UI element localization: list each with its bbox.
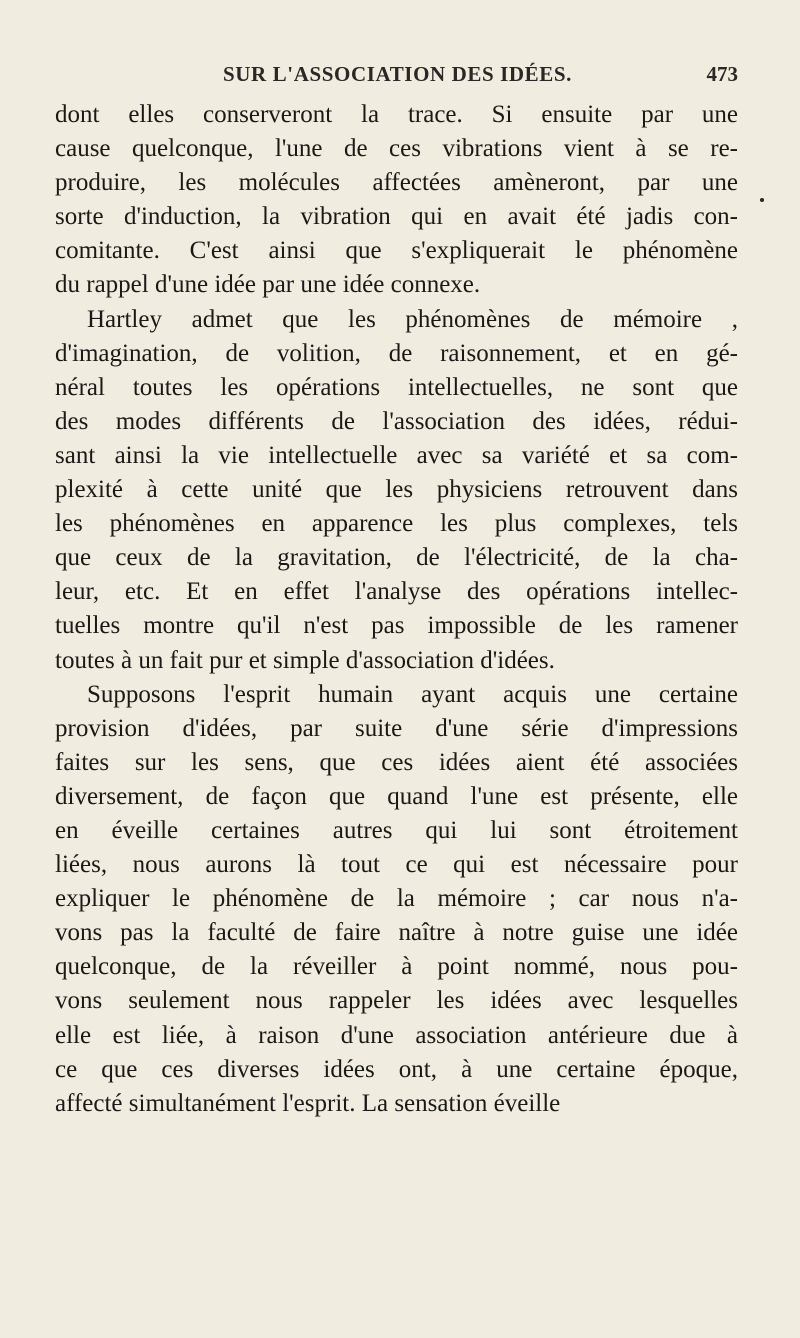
text-line: provision d'idées, par suite d'une série d'impressions [55, 714, 738, 742]
text-line: comitante. C'est ainsi que s'expliquerait le phénomène [55, 237, 738, 265]
text-line: tuelles montre qu'il n'est pas impossible de les ramener [55, 612, 738, 640]
page-header [0, 62, 800, 92]
text-line: elle est liée, à raison d'une association antérieure due à [55, 1021, 738, 1049]
text-line: cause quelconque, l'une de ces vibrations vient à se re- [55, 135, 738, 163]
text-line: leur, etc. Et en effet l'analyse des opérations intellec- [55, 578, 738, 606]
text-line: d'imagination, de volition, de raisonnement, et en gé- [55, 339, 738, 367]
text-line: Hartley admet que les phénomènes de mémoire , [87, 305, 738, 333]
text-line: liées, nous aurons là tout ce qui est nécessaire pour [55, 851, 738, 879]
text-line: du rappel d'une idée par une idée connexe. [55, 271, 481, 299]
text-line: ce que ces diverses idées ont, à une certaine époque, [55, 1055, 738, 1083]
text-line: diversement, de façon que quand l'une est présente, elle [55, 782, 738, 810]
text-line: vons seulement nous rappeler les idées avec lesquelles [55, 987, 738, 1015]
text-line: expliquer le phénomène de la mémoire ; car nous n'a- [55, 885, 738, 913]
body-text [55, 98, 738, 1121]
margin-mark [760, 198, 764, 202]
text-line: faites sur les sens, que ces idées aient été associées [55, 748, 738, 776]
text-line: vons pas la faculté de faire naître à notre guise une idée [55, 919, 738, 947]
text-line: affecté simultanément l'esprit. La sensation éveille [55, 1089, 561, 1117]
text-line: sorte d'induction, la vibration qui en avait été jadis con- [55, 203, 738, 231]
text-line: des modes différents de l'association des idées, rédui- [55, 407, 738, 435]
text-line: quelconque, de la réveiller à point nommé, nous pou- [55, 953, 738, 981]
text-line: les phénomènes en apparence les plus complexes, tels [55, 510, 738, 538]
page-number: 473 [706, 62, 738, 86]
text-line: sant ainsi la vie intellectuelle avec sa variété et sa com- [55, 441, 738, 469]
text-line: dont elles conserveront la trace. Si ensuite par une [55, 101, 738, 128]
text-line: Supposons l'esprit humain ayant acquis une certaine [87, 680, 738, 708]
running-title: SUR L'ASSOCIATION DES IDÉES. [223, 62, 573, 86]
text-line: plexité à cette unité que les physiciens retrouvent dans [55, 476, 738, 504]
text-line: néral toutes les opérations intellectuelles, ne sont que [55, 373, 738, 401]
text-line: produire, les molécules affectées amèneront, par une [55, 169, 738, 197]
text-line: que ceux de la gravitation, de l'électricité, de la cha- [55, 544, 738, 572]
text-line: en éveille certaines autres qui lui sont étroitement [55, 816, 738, 844]
text-line: toutes à un fait pur et simple d'association d'idées. [55, 646, 555, 674]
